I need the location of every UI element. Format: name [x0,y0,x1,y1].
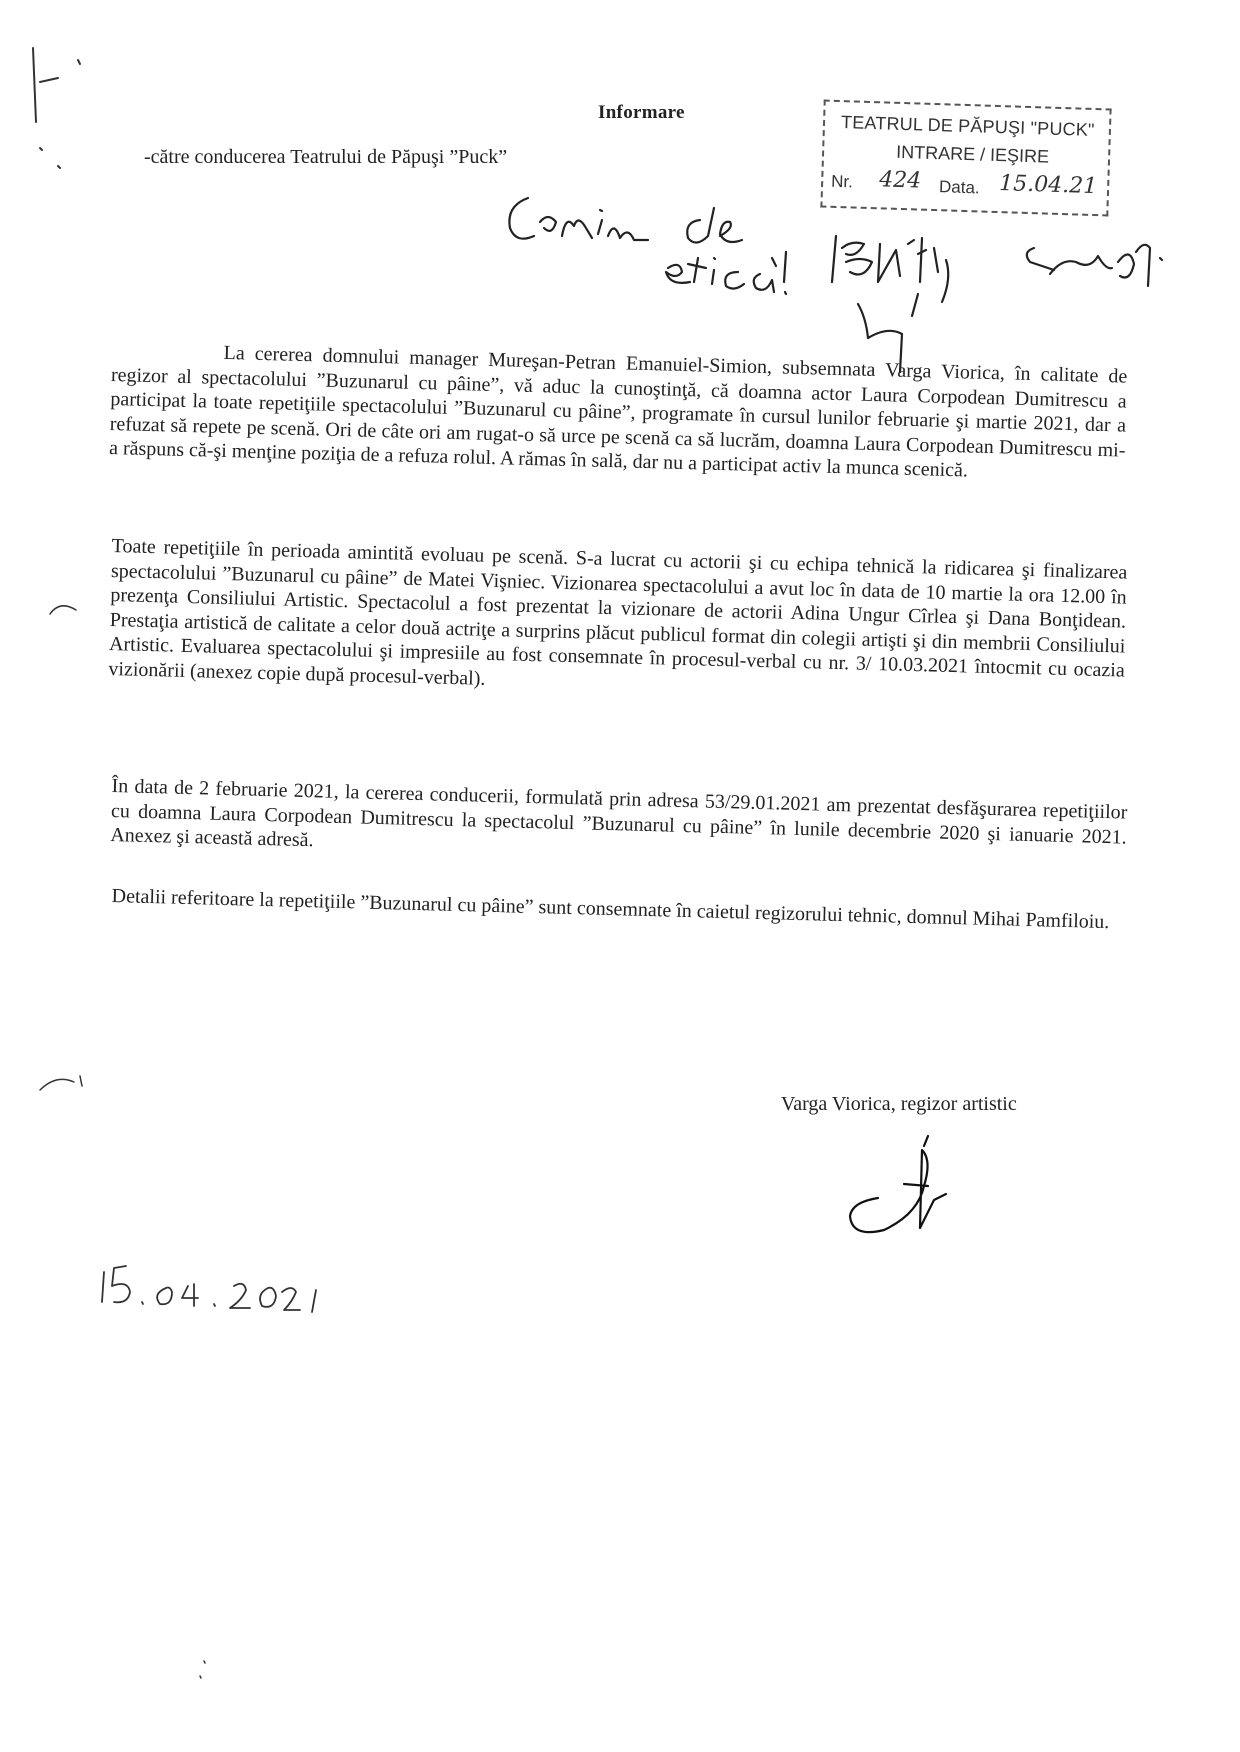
paragraph-3: În data de 2 februarie 2021, la cererea conducerii, formulată prin adresa 53/29.01.2021 am prezentat desfăşurarea repetiţiilor cu doamna Laura Corpodean Dumitrescu la spectacolul ”Buzunarul cu pâine” în lunile decembrie 2020 şi ianuarie 2021. Anexez şi această adresă. [110,774,1128,852]
addressee-line: -către conducerea Teatrului de Păpuşi ”Puck” [144,146,508,168]
paragraph-4: Detalii referitoare la repetiţiile ”Buzunarul cu pâine” sunt consemnate în caietul regizorului tehnic, domnul Mihai Pamfiloiu. [111,884,1110,934]
signer-line: Varga Viorica, regizor artistic [781,1093,1017,1115]
stamp-direction: INTRARE / IEŞIRE [895,141,1050,167]
stamp-nr-label: Nr. [830,171,854,192]
handwritten-date [102,1266,316,1312]
signature [850,1136,946,1232]
paragraph-2: Toate repetiţiile în perioada amintită evoluau pe scenă. S-a lucrat cu actorii şi cu echipa tehnică la ridicarea şi finalizarea spectacolului ”Buzunarul cu pâine” de Matei Vişniec. Vizionarea spectacolului a avut loc în data de 10 martie la ora 12.00 în prezenţa Consiliului Artistic. Spectacolul a fost prezentat la vizionare de actorii Adina Ungur Cîrlea şi Dana Bonţidean. Prestaţia artistică de calitate a celor două actriţe a surprins plăcut publicul format din colegii artişti şi din membrii Consiliului Artistic. Evaluarea spectacolului şi impresiile au fost consemnate în procesul-verbal cu nr. 3/ 10.03.2021 întocmit cu ocazia vizionării (anexez copie după procesul-verbal). [108,534,1128,690]
document-title: Informare [598,102,685,123]
stamp-institution: TEATRUL DE PĂPUŞI "PUCK" [840,112,1095,141]
stamp-nr-value: 424 [878,167,922,194]
stamp-date-value: 15.04.21 [998,171,1098,200]
handwritten-annotation [509,198,1162,372]
stamp-date-label: Data. [938,177,981,198]
paragraph-1: La cererea domnului manager Mureşan-Petran Emanuiel-Simion, subsemnata Varga Viorica, în calitate de regizor al spectacolului ”Buzunarul cu pâine”, vă aduc la cunoştinţă, că doamna actor Laura Corpodean Dumitrescu a participat la toate repetiţiile spectacolului ”Buzunarul cu pâine”, programate în cursul lunilor februarie şi martie 2021, dar a refuzat să repete pe scenă. Ori de câte ori am rugat-o să urce pe scenă ca să lucrăm, doamna Laura Corpodean Dumitrescu mi-a răspuns că-şi menţine poziţia de a refuza rolul. A rămas în sală, dar nu a participat activ la munca scenică. [108,341,1128,482]
scan-margin-marks [33,48,205,1678]
